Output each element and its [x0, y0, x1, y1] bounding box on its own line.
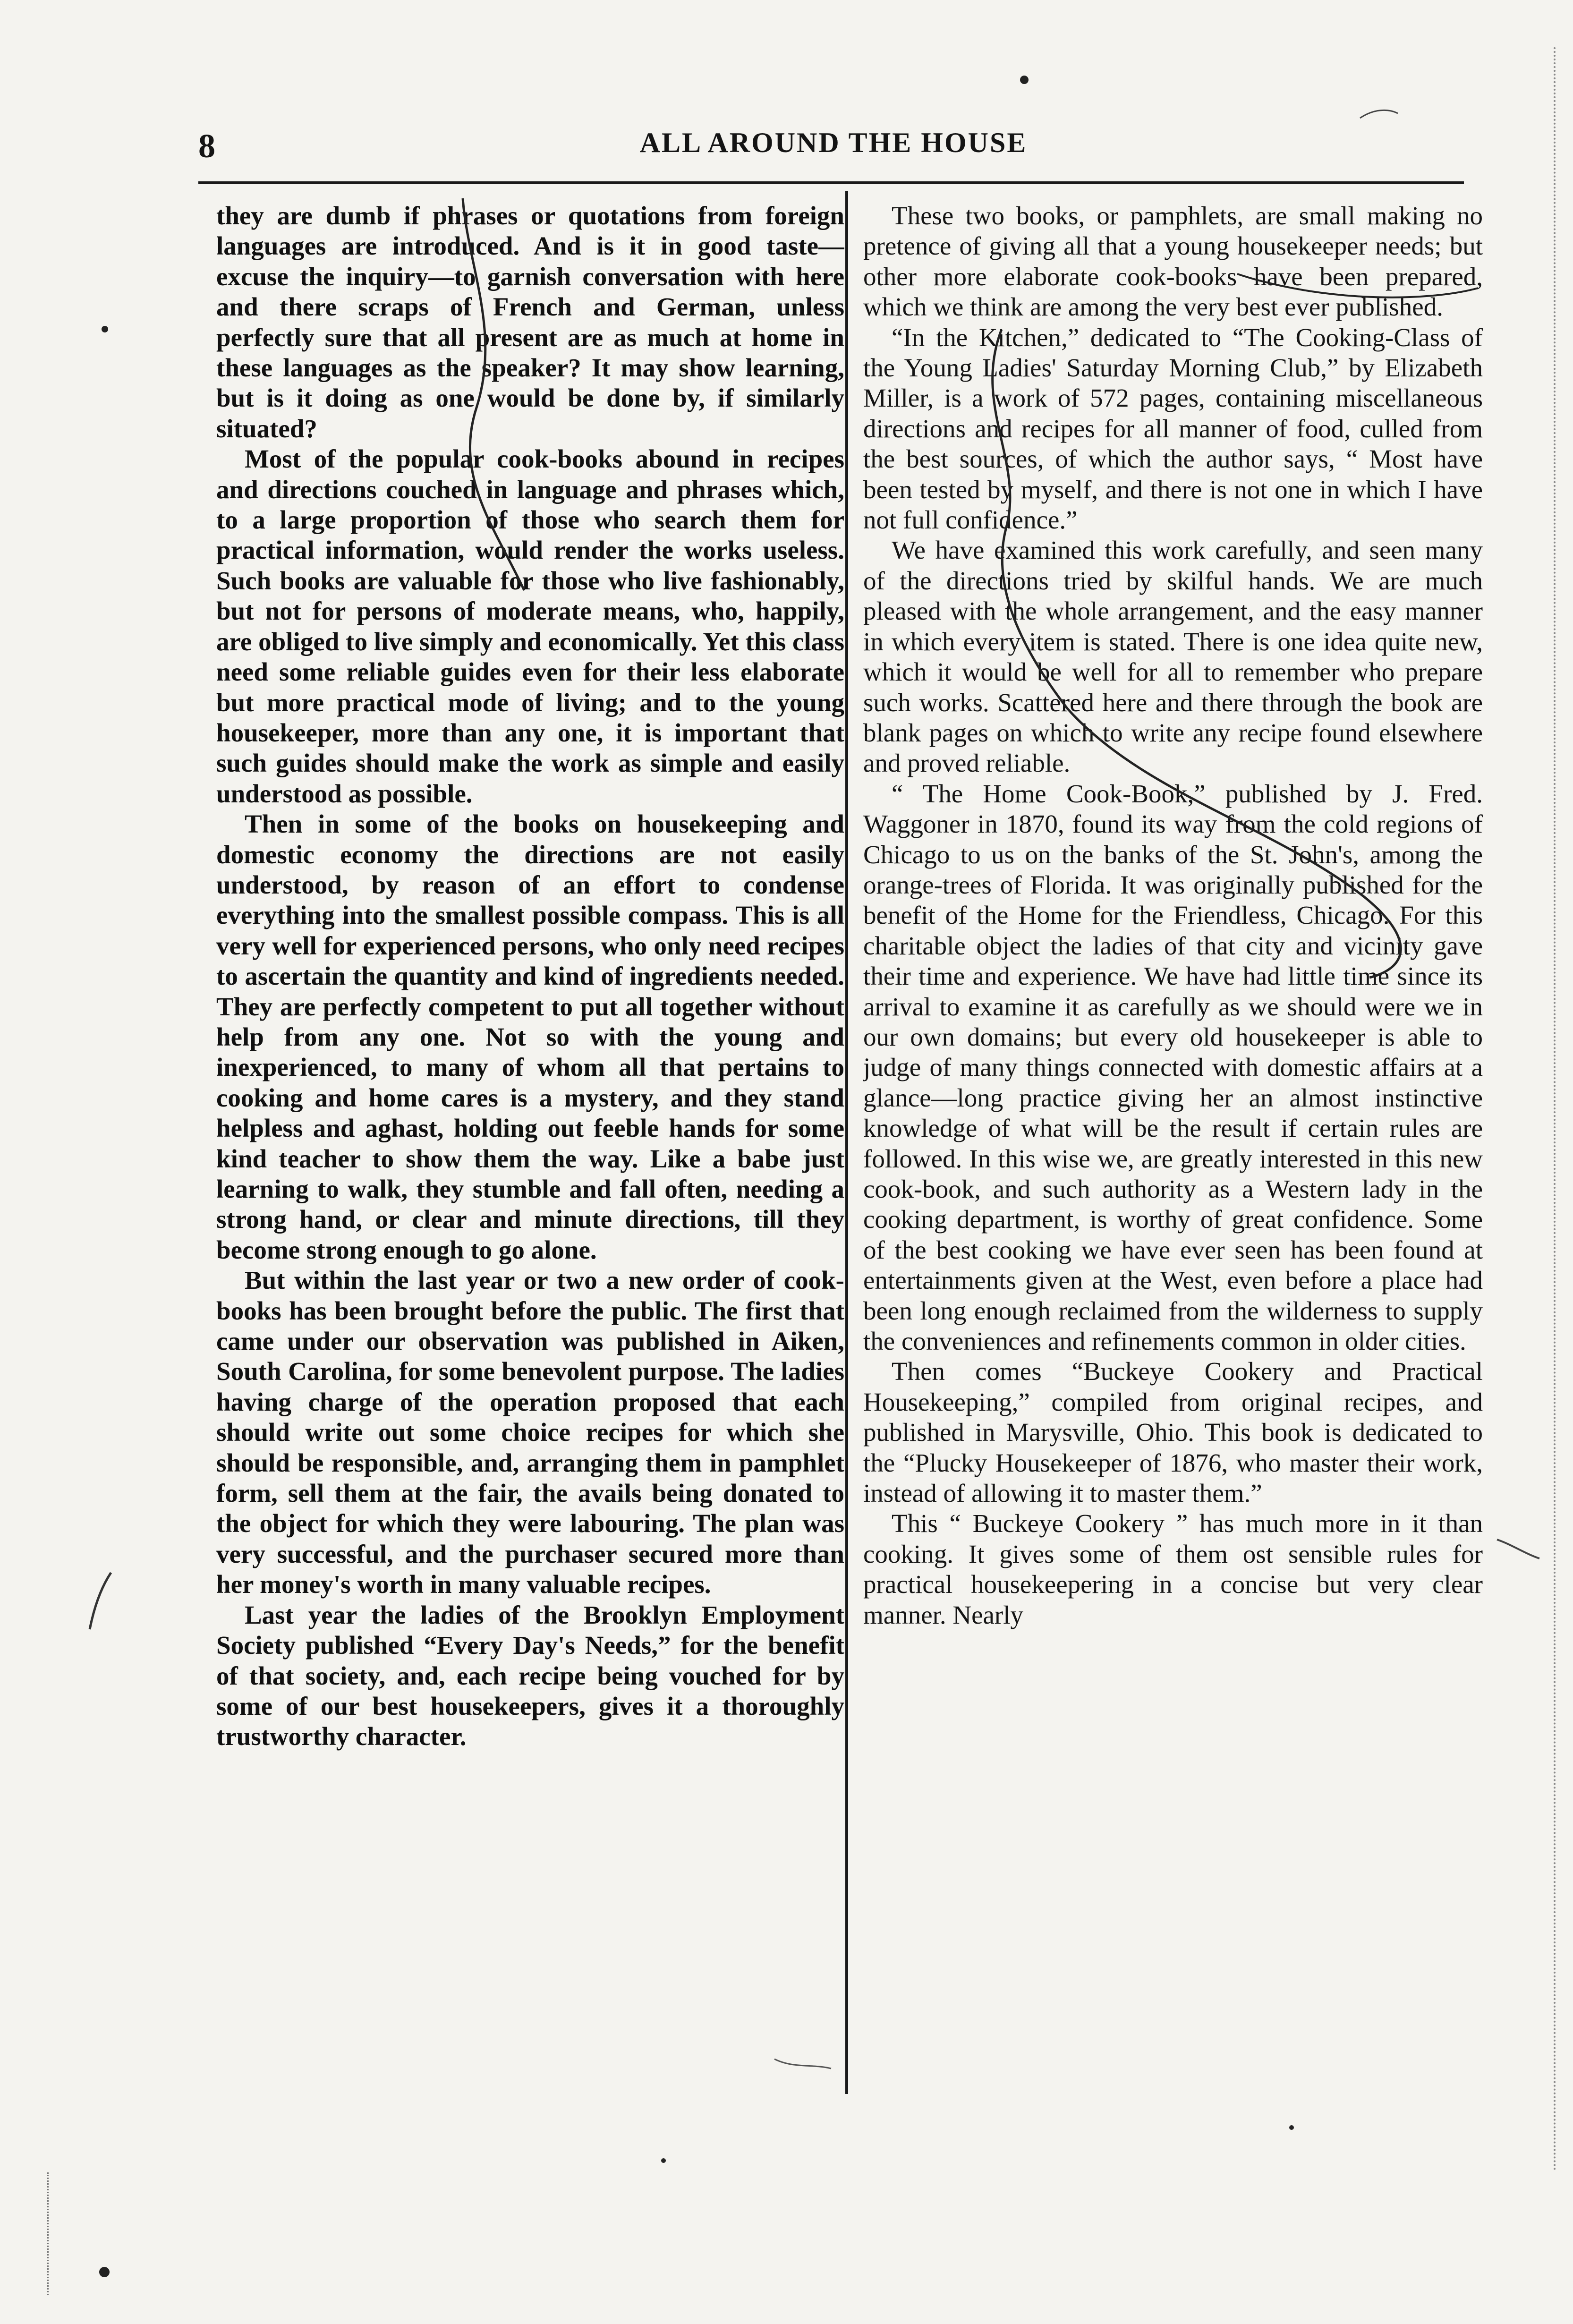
- page-header: [198, 127, 1469, 174]
- column-divider: [845, 191, 848, 2094]
- left-column: [216, 201, 844, 2094]
- right-paragraph-1: These two books, or pamphlets, are small making no pretence of giving all that a young housekeeper needs; but other more elaborate cook-books have been prepared, which we think are among the very best ever published.: [863, 201, 1483, 322]
- ink-dot: [1289, 2125, 1294, 2130]
- left-edge-noise: [47, 2172, 77, 2295]
- left-paragraph-1: they are dumb if phrases or quotations from foreign languages are introduced. And is it in good taste—excuse the inquiry—to garnish conversation with here and there scraps of French and German, unless perfectly sure that all present are as much at home in these languages as the speaker? It may show learning, but is it doing as one would be done by, if similarly situated?: [216, 201, 844, 443]
- left-paragraph-2: Most of the popular cook-books abound in recipes and directions couched in language and phrases which, to a large proportion of those who search them for practical information, would render the works useless. Such books are valuable for those who live fashionably, but not for persons of moderate means, who, happily, are obliged to live simply and economically. Yet this class need some reliable guides even for their less elaborate but more practical mode of living; and to the young housekeeper, more than any one, it is important that such guides should make the work as simple and easily understood as possible.: [216, 444, 844, 808]
- right-edge-noise: [1554, 47, 1570, 2172]
- right-paragraph-2: “In the Kitchen,” dedicated to “The Cooking-Class of the Young Ladies' Saturday Morning Club,” by Elizabeth Miller, is a work of 572 pages, containing miscellaneous directions and recipes for all manner of food, culled from the best sources, of which the author says, “ Most have been tested by myself, and there is not one in which I have not full confidence.”: [863, 323, 1483, 535]
- right-column: [863, 201, 1483, 2094]
- ink-dot: [1020, 76, 1029, 84]
- ink-dot: [102, 326, 108, 332]
- ink-dot: [99, 2267, 110, 2277]
- right-paragraph-6: This “ Buckeye Cookery ” has much more in it than cooking. It gives some of them ost sensible rules for practical housekeepering in a concise but very clear manner. Nearly: [863, 1509, 1483, 1629]
- left-paragraph-4: But within the last year or two a new order of cook-books has been brought before the public. The first that came under our observation was published in Aiken, South Carolina, for some benevolent purpose. The ladies having charge of the operation proposed that each should write out some choice recipes for which she should be responsible, and, arranging them in pamphlet form, sell them at the fair, the avails being donated to the object for which they were labouring. The plan was very successful, and the purchaser secured more than her money's worth in many valuable recipes.: [216, 1266, 844, 1599]
- left-paragraph-3: Then in some of the books on housekeeping and domestic economy the directions are not easily understood, by reason of an effort to condense everything into the smallest possible compass. This is all very well for experienced persons, who only need recipes to ascertain the quantity and kind of ingredients needed. They are perfectly competent to put all together without help from any one. Not so with the young and inexperienced, to many of whom all that pertains to cooking and home cares is a mystery, and they stand helpless and aghast, holding out feeble hands for some kind teacher to show them the way. Like a babe just learning to walk, they stumble and fall often, needing a strong hand, or clear and minute directions, till they become strong enough to go alone.: [216, 809, 844, 1264]
- page-number: 8: [198, 127, 215, 165]
- left-paragraph-5: Last year the ladies of the Brooklyn Employment Society published “Every Day's Needs,” for the benefit of that society, and, each recipe being vouched for by some of our best housekeepers, gives it a thoroughly trustworthy character.: [216, 1600, 844, 1751]
- right-paragraph-5: Then comes “Buckeye Cookery and Practical Housekeeping,” compiled from original recipes, and published in Marysville, Ohio. This book is dedicated to the “Plucky Housekeeper of 1876, who master their work, instead of allowing it to master them.”: [863, 1357, 1483, 1508]
- right-paragraph-4: “ The Home Cook-Book,” published by J. Fred. Waggoner in 1870, found its way from the cold regions of Chicago to us on the banks of the St. John's, among the orange-trees of Florida. It was originally published for the benefit of the Home for the Friendless, Chicago. For this charitable object the ladies of that city and vicinity gave their time and experience. We have had little time since its arrival to examine it as carefully as we should were we in our own domains; but every old housekeeper is able to judge of many things connected with domestic affairs at a glance—long practice giving her an almost instinctive knowledge of what will be the result if certain rules are followed. In this wise we, are greatly interested in this new cook-book, and such authority as a Western lady in the cooking department, is worthy of great confidence. Some of the best cooking we have ever seen has been found at entertainments given at the West, even before a place had been long enough reclaimed from the wilderness to supply the conveniences and refinements common in older cities.: [863, 779, 1483, 1356]
- header-rule: [198, 181, 1464, 184]
- right-paragraph-3: We have examined this work carefully, and seen many of the directions tried by skilful hands. We are much pleased with the whole arrangement, and the easy manner in which every item is stated. There is one idea quite new, which it would be well for all to remember who prepare such works. Scattered here and there through the book are blank pages on which to write any recipe found elsewhere and proved reliable.: [863, 536, 1483, 778]
- running-head: ALL AROUND THE HOUSE: [639, 127, 1028, 158]
- ink-dot: [661, 2158, 666, 2163]
